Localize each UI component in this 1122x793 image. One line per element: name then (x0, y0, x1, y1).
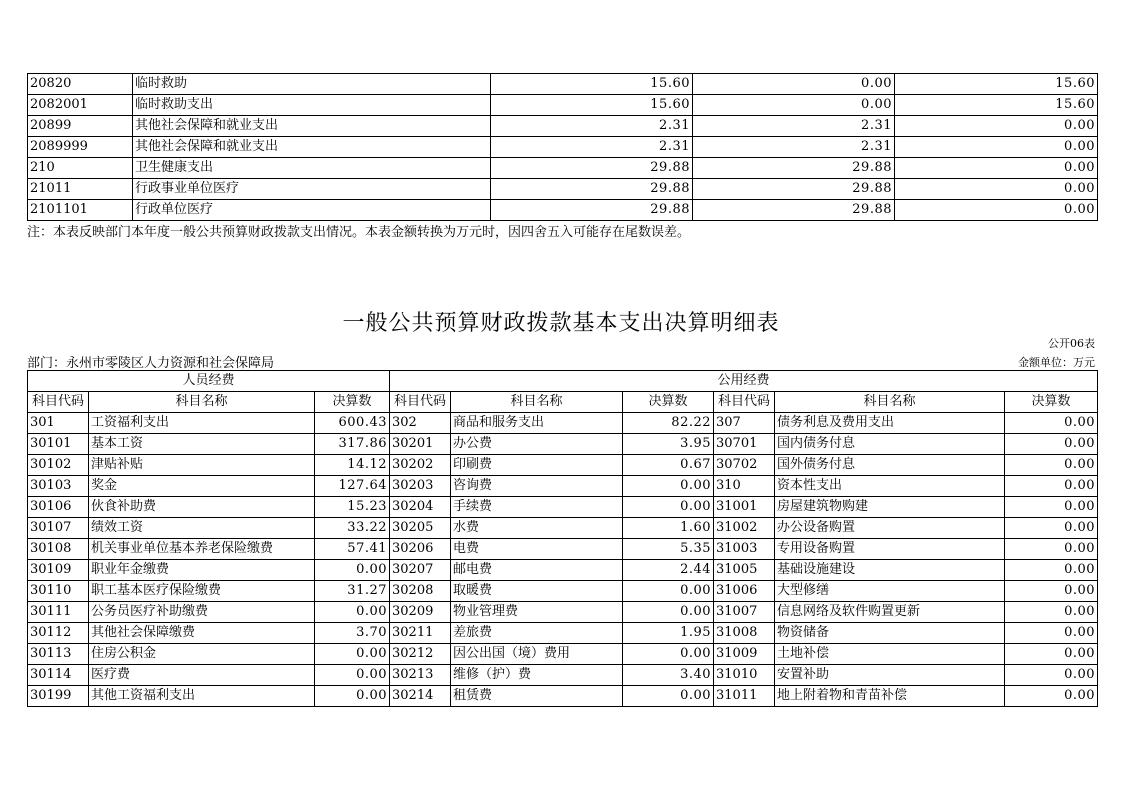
public-amount-cell: 3.95 (623, 434, 714, 455)
public-amount-cell: 0.00 (1005, 665, 1098, 686)
col-header-amount: 决算数 (1005, 392, 1098, 413)
personnel-code-cell: 301 (28, 413, 89, 434)
personnel-amount-cell: 57.41 (315, 539, 390, 560)
public-name-cell: 国外债务付息 (775, 455, 1005, 476)
unit-label: 金额单位：万元 (1018, 356, 1095, 369)
subject-code-cell: 20899 (28, 116, 133, 137)
amount-cell: 15.60 (895, 95, 1098, 116)
public-name-cell: 大型修缮 (775, 581, 1005, 602)
col-header-code: 科目代码 (28, 392, 89, 413)
personnel-name-cell: 绩效工资 (89, 518, 315, 539)
public-amount-cell: 3.40 (623, 665, 714, 686)
table-row (28, 665, 1098, 686)
subject-name-cell: 卫生健康支出 (133, 158, 491, 179)
col-header-code: 科目代码 (714, 392, 775, 413)
personnel-amount-cell: 15.23 (315, 497, 390, 518)
public-amount-cell: 1.95 (623, 623, 714, 644)
public-code-cell: 30202 (390, 455, 451, 476)
amount-cell: 0.00 (693, 95, 895, 116)
public-code-cell: 31005 (714, 560, 775, 581)
public-amount-cell: 5.35 (623, 539, 714, 560)
public-amount-cell: 1.60 (623, 518, 714, 539)
amount-cell: 29.88 (693, 179, 895, 200)
table-row (28, 137, 1098, 158)
public-code-cell: 30702 (714, 455, 775, 476)
public-name-cell: 国内债务付息 (775, 434, 1005, 455)
group-header-personnel: 人员经费 (28, 371, 390, 392)
public-code-cell: 31002 (714, 518, 775, 539)
personnel-name-cell: 其他工资福利支出 (89, 686, 315, 707)
public-name-cell: 电费 (451, 539, 623, 560)
personnel-name-cell: 住房公积金 (89, 644, 315, 665)
subject-name-cell: 临时救助支出 (133, 95, 491, 116)
public-name-cell: 资本性支出 (775, 476, 1005, 497)
personnel-amount-cell: 0.00 (315, 665, 390, 686)
personnel-amount-cell: 0.00 (315, 686, 390, 707)
public-code-cell: 30201 (390, 434, 451, 455)
table-row (28, 581, 1098, 602)
public-name-cell: 维修（护）费 (451, 665, 623, 686)
public-name-cell: 办公设备购置 (775, 518, 1005, 539)
personnel-code-cell: 30106 (28, 497, 89, 518)
amount-cell: 29.88 (491, 179, 693, 200)
personnel-code-cell: 30109 (28, 560, 89, 581)
personnel-amount-cell: 14.12 (315, 455, 390, 476)
col-header-name: 科目名称 (89, 392, 315, 413)
public-name-cell: 商品和服务支出 (451, 413, 623, 434)
public-code-cell: 30203 (390, 476, 451, 497)
personnel-code-cell: 30113 (28, 644, 89, 665)
public-code-cell: 31009 (714, 644, 775, 665)
public-code-cell: 31006 (714, 581, 775, 602)
table-row (28, 200, 1098, 221)
personnel-code-cell: 30108 (28, 539, 89, 560)
public-name-cell: 物资储备 (775, 623, 1005, 644)
public-amount-cell: 0.00 (623, 644, 714, 665)
amount-cell: 0.00 (895, 158, 1098, 179)
public-code-cell: 30208 (390, 581, 451, 602)
table-row (28, 116, 1098, 137)
public-amount-cell: 0.00 (1005, 476, 1098, 497)
public-amount-cell: 0.00 (1005, 539, 1098, 560)
public-amount-cell: 0.00 (623, 581, 714, 602)
public-name-cell: 基础设施建设 (775, 560, 1005, 581)
subject-name-cell: 其他社会保障和就业支出 (133, 137, 491, 158)
amount-cell: 15.60 (491, 95, 693, 116)
table-row (28, 413, 1098, 434)
public-amount-cell: 0.00 (1005, 497, 1098, 518)
amount-cell: 29.88 (693, 158, 895, 179)
subject-code-cell: 2082001 (28, 95, 133, 116)
personnel-code-cell: 30102 (28, 455, 89, 476)
subject-code-cell: 2101101 (28, 200, 133, 221)
public-name-cell: 信息网络及软件购置更新 (775, 602, 1005, 623)
table-row (28, 686, 1098, 707)
public-name-cell: 专用设备购置 (775, 539, 1005, 560)
public-amount-cell: 0.00 (623, 476, 714, 497)
table-row (28, 434, 1098, 455)
amount-cell: 0.00 (895, 179, 1098, 200)
public-amount-cell: 0.00 (1005, 602, 1098, 623)
table-row (28, 158, 1098, 179)
personnel-amount-cell: 31.27 (315, 581, 390, 602)
public-code-cell: 31003 (714, 539, 775, 560)
personnel-code-cell: 30199 (28, 686, 89, 707)
public-name-cell: 债务利息及费用支出 (775, 413, 1005, 434)
subject-name-cell: 临时救助 (133, 74, 491, 95)
public-code-cell: 30207 (390, 560, 451, 581)
public-amount-cell: 0.00 (1005, 686, 1098, 707)
public-amount-cell: 0.67 (623, 455, 714, 476)
public-code-cell: 31011 (714, 686, 775, 707)
public-amount-cell: 0.00 (1005, 560, 1098, 581)
amount-cell: 2.31 (491, 116, 693, 137)
personnel-amount-cell: 33.22 (315, 518, 390, 539)
table-row (28, 602, 1098, 623)
subject-code-cell: 20820 (28, 74, 133, 95)
personnel-amount-cell: 3.70 (315, 623, 390, 644)
public-code-cell: 30701 (714, 434, 775, 455)
public-amount-cell: 2.44 (623, 560, 714, 581)
table-row (28, 455, 1098, 476)
amount-cell: 2.31 (693, 116, 895, 137)
public-code-cell: 30214 (390, 686, 451, 707)
col-header-name: 科目名称 (775, 392, 1005, 413)
personnel-name-cell: 医疗费 (89, 665, 315, 686)
basic-expenditure-detail-table (27, 370, 1098, 707)
col-header-name: 科目名称 (451, 392, 623, 413)
personnel-amount-cell: 0.00 (315, 602, 390, 623)
personnel-name-cell: 伙食补助费 (89, 497, 315, 518)
public-name-cell: 因公出国（境）费用 (451, 644, 623, 665)
group-header-public: 公用经费 (390, 371, 1098, 392)
subject-code-cell: 210 (28, 158, 133, 179)
personnel-name-cell: 职工基本医疗保险缴费 (89, 581, 315, 602)
table-row (28, 539, 1098, 560)
public-name-cell: 土地补偿 (775, 644, 1005, 665)
table-note: 注：本表反映部门本年度一般公共预算财政拨款支出情况。本表金额转换为万元时，因四舍五入可能存在尾数误差。 (27, 225, 691, 240)
personnel-name-cell: 职业年金缴费 (89, 560, 315, 581)
personnel-code-cell: 30112 (28, 623, 89, 644)
table-row (28, 179, 1098, 200)
table-row (28, 74, 1098, 95)
table-row (28, 476, 1098, 497)
personnel-code-cell: 30111 (28, 602, 89, 623)
public-name-cell: 取暖费 (451, 581, 623, 602)
col-header-amount: 决算数 (315, 392, 390, 413)
table-row (28, 497, 1098, 518)
public-code-cell: 31008 (714, 623, 775, 644)
amount-cell: 0.00 (895, 116, 1098, 137)
page-title: 一般公共预算财政拨款基本支出决算明细表 (342, 311, 780, 336)
public-name-cell: 邮电费 (451, 560, 623, 581)
personnel-code-cell: 30110 (28, 581, 89, 602)
public-name-cell: 租赁费 (451, 686, 623, 707)
amount-cell: 0.00 (895, 200, 1098, 221)
amount-cell: 29.88 (693, 200, 895, 221)
personnel-amount-cell: 317.86 (315, 434, 390, 455)
personnel-name-cell: 津贴补贴 (89, 455, 315, 476)
public-code-cell: 31007 (714, 602, 775, 623)
personnel-code-cell: 30103 (28, 476, 89, 497)
subject-code-cell: 21011 (28, 179, 133, 200)
personnel-code-cell: 30107 (28, 518, 89, 539)
personnel-name-cell: 公务员医疗补助缴费 (89, 602, 315, 623)
public-amount-cell: 0.00 (623, 686, 714, 707)
public-code-cell: 310 (714, 476, 775, 497)
public-name-cell: 印刷费 (451, 455, 623, 476)
public-amount-cell: 0.00 (623, 602, 714, 623)
public-name-cell: 安置补助 (775, 665, 1005, 686)
personnel-amount-cell: 0.00 (315, 644, 390, 665)
public-code-cell: 30213 (390, 665, 451, 686)
subject-code-cell: 2089999 (28, 137, 133, 158)
public-amount-cell: 0.00 (1005, 518, 1098, 539)
public-name-cell: 物业管理费 (451, 602, 623, 623)
public-code-cell: 307 (714, 413, 775, 434)
public-code-cell: 30205 (390, 518, 451, 539)
personnel-name-cell: 其他社会保障缴费 (89, 623, 315, 644)
personnel-name-cell: 工资福利支出 (89, 413, 315, 434)
personnel-amount-cell: 600.43 (315, 413, 390, 434)
table-row (28, 644, 1098, 665)
amount-cell: 15.60 (895, 74, 1098, 95)
personnel-code-cell: 30114 (28, 665, 89, 686)
amount-cell: 29.88 (491, 200, 693, 221)
amount-cell: 2.31 (491, 137, 693, 158)
personnel-amount-cell: 0.00 (315, 560, 390, 581)
public-name-cell: 手续费 (451, 497, 623, 518)
public-code-cell: 30204 (390, 497, 451, 518)
department-label: 部门：永州市零陵区人力资源和社会保障局 (27, 356, 275, 371)
personnel-name-cell: 基本工资 (89, 434, 315, 455)
public-amount-cell: 0.00 (1005, 455, 1098, 476)
amount-cell: 2.31 (693, 137, 895, 158)
col-header-code: 科目代码 (390, 392, 451, 413)
public-code-cell: 30206 (390, 539, 451, 560)
public-name-cell: 差旅费 (451, 623, 623, 644)
table-row (28, 560, 1098, 581)
amount-cell: 29.88 (491, 158, 693, 179)
form-code: 公开06表 (1048, 337, 1095, 350)
subject-name-cell: 行政事业单位医疗 (133, 179, 491, 200)
public-amount-cell: 82.22 (623, 413, 714, 434)
public-code-cell: 30211 (390, 623, 451, 644)
public-amount-cell: 0.00 (1005, 644, 1098, 665)
subject-name-cell: 其他社会保障和就业支出 (133, 116, 491, 137)
amount-cell: 0.00 (693, 74, 895, 95)
amount-cell: 15.60 (491, 74, 693, 95)
public-amount-cell: 0.00 (1005, 623, 1098, 644)
public-code-cell: 302 (390, 413, 451, 434)
public-code-cell: 30212 (390, 644, 451, 665)
personnel-name-cell: 奖金 (89, 476, 315, 497)
top-expenditure-table (27, 73, 1098, 221)
personnel-amount-cell: 127.64 (315, 476, 390, 497)
public-amount-cell: 0.00 (1005, 581, 1098, 602)
col-header-amount: 决算数 (623, 392, 714, 413)
public-amount-cell: 0.00 (623, 497, 714, 518)
public-name-cell: 咨询费 (451, 476, 623, 497)
personnel-code-cell: 30101 (28, 434, 89, 455)
public-amount-cell: 0.00 (1005, 413, 1098, 434)
public-code-cell: 31001 (714, 497, 775, 518)
amount-cell: 0.00 (895, 137, 1098, 158)
public-name-cell: 水费 (451, 518, 623, 539)
public-amount-cell: 0.00 (1005, 434, 1098, 455)
personnel-name-cell: 机关事业单位基本养老保险缴费 (89, 539, 315, 560)
subject-name-cell: 行政单位医疗 (133, 200, 491, 221)
public-name-cell: 办公费 (451, 434, 623, 455)
table-row (28, 95, 1098, 116)
public-code-cell: 31010 (714, 665, 775, 686)
public-name-cell: 房屋建筑物购建 (775, 497, 1005, 518)
table-row (28, 623, 1098, 644)
public-name-cell: 地上附着物和青苗补偿 (775, 686, 1005, 707)
public-code-cell: 30209 (390, 602, 451, 623)
table-row (28, 518, 1098, 539)
